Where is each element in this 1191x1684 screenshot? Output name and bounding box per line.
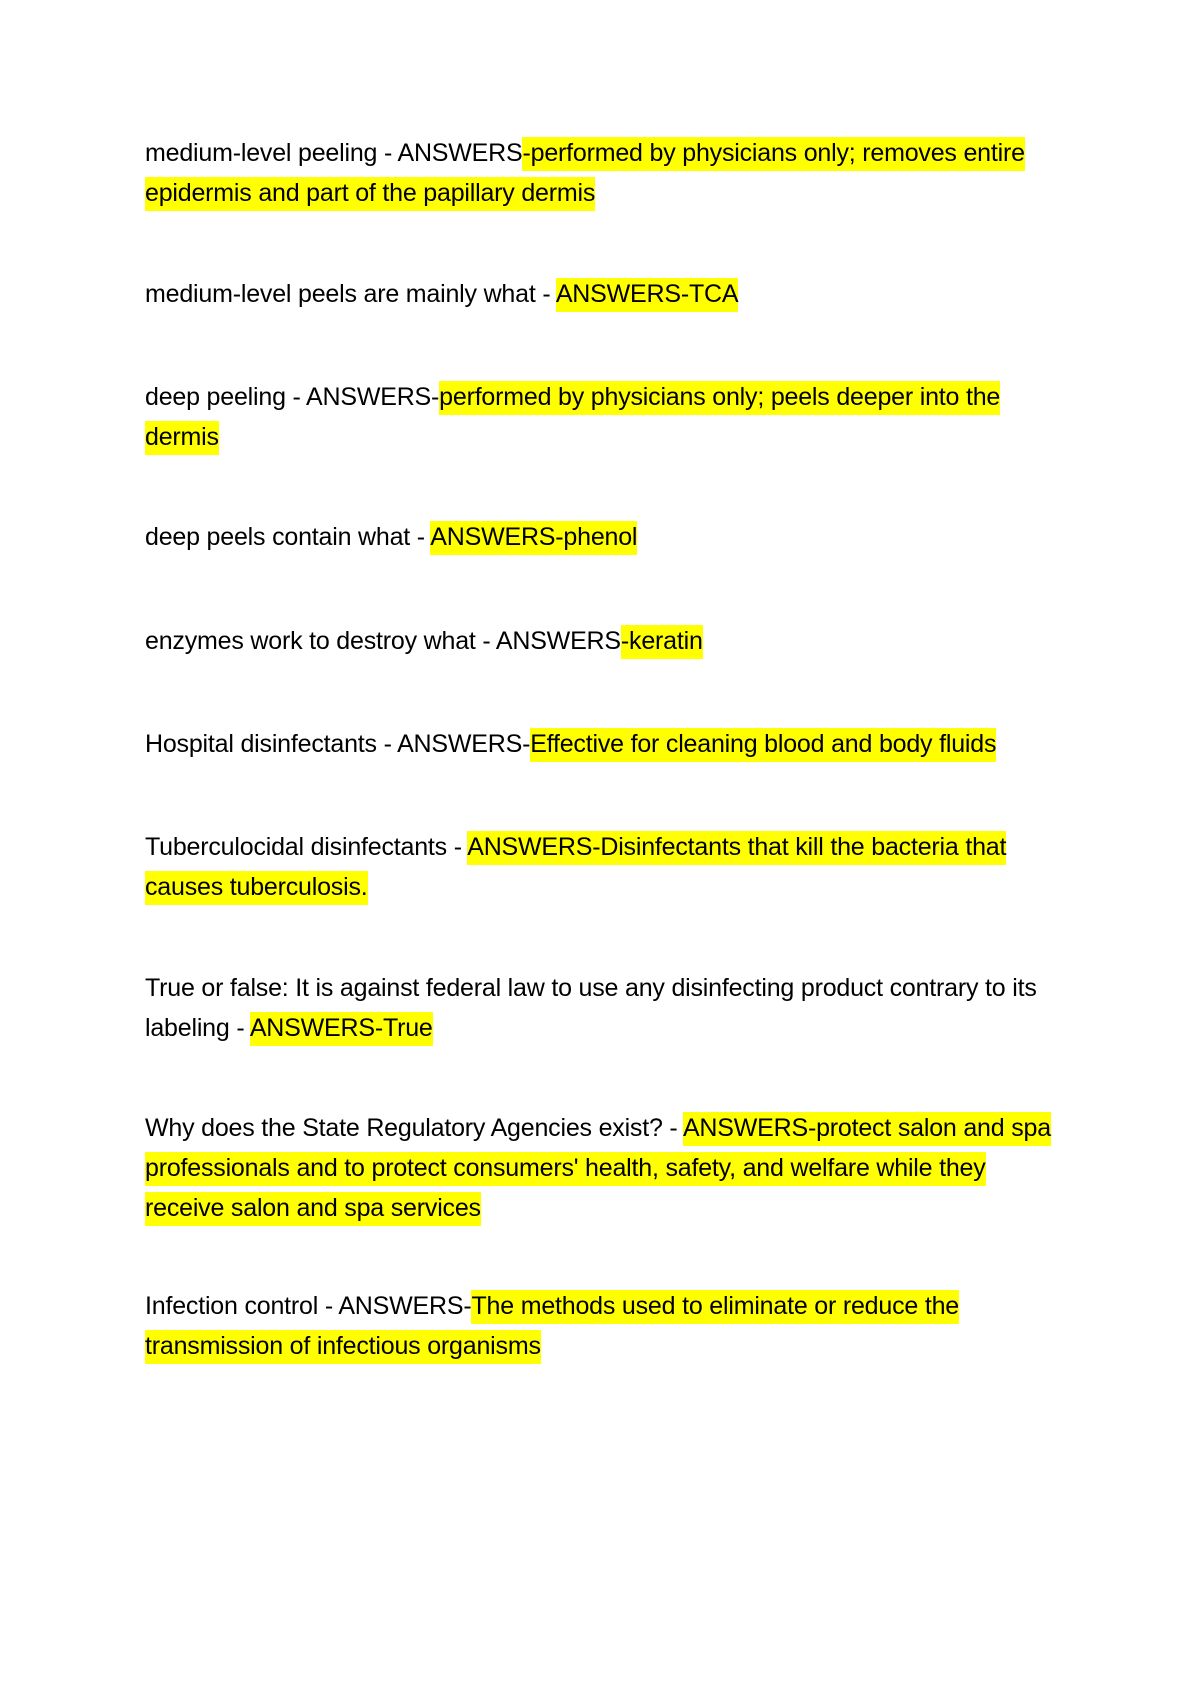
question-text: deep peeling - ANSWERS- xyxy=(145,383,440,411)
qa-entry xyxy=(145,827,1065,907)
highlighted-answer: -performed by physicians only; removes entire epidermis and part of the papillary dermis xyxy=(145,137,1025,211)
qa-entry xyxy=(145,968,1065,1048)
highlighted-answer: The methods used to eliminate or reduce the transmission of infectious organisms xyxy=(145,1290,959,1364)
qa-entry xyxy=(145,1108,1065,1228)
qa-entry xyxy=(145,274,1065,314)
qa-entry xyxy=(145,517,1065,557)
qa-entry xyxy=(145,724,1065,764)
highlighted-answer: ANSWERS-True xyxy=(250,1012,433,1046)
question-text: True or false: It is against federal law to use any disinfecting product contrary to its labeling - xyxy=(145,974,1037,1042)
qa-entry xyxy=(145,377,1065,457)
question-text: medium-level peels are mainly what - xyxy=(145,280,556,308)
qa-entry xyxy=(145,621,1065,661)
question-text: Tuberculocidal disinfectants - xyxy=(145,833,468,861)
question-text: enzymes work to destroy what - ANSWERS xyxy=(145,627,621,655)
qa-entry xyxy=(145,133,1065,213)
qa-entry xyxy=(145,1286,1065,1366)
highlighted-answer: Effective for cleaning blood and body fluids xyxy=(530,728,996,762)
highlighted-answer: ANSWERS-TCA xyxy=(556,278,739,312)
question-text: deep peels contain what - xyxy=(145,523,431,551)
question-text: Hospital disinfectants - ANSWERS- xyxy=(145,730,531,758)
question-text: Why does the State Regulatory Agencies exist? - xyxy=(145,1114,683,1142)
highlighted-answer: ANSWERS-Disinfectants that kill the bacteria that causes tuberculosis. xyxy=(145,831,1006,905)
question-text: Infection control - ANSWERS- xyxy=(145,1292,472,1320)
highlighted-answer: performed by physicians only; peels deeper into the dermis xyxy=(145,381,1000,455)
question-text: medium-level peeling - ANSWERS xyxy=(145,139,523,167)
highlighted-answer: ANSWERS-protect salon and spa professionals and to protect consumers' health, safety, and welfare while they receive salon and spa services xyxy=(145,1112,1051,1226)
highlighted-answer: ANSWERS-phenol xyxy=(430,521,637,555)
highlighted-answer: -keratin xyxy=(621,625,703,659)
